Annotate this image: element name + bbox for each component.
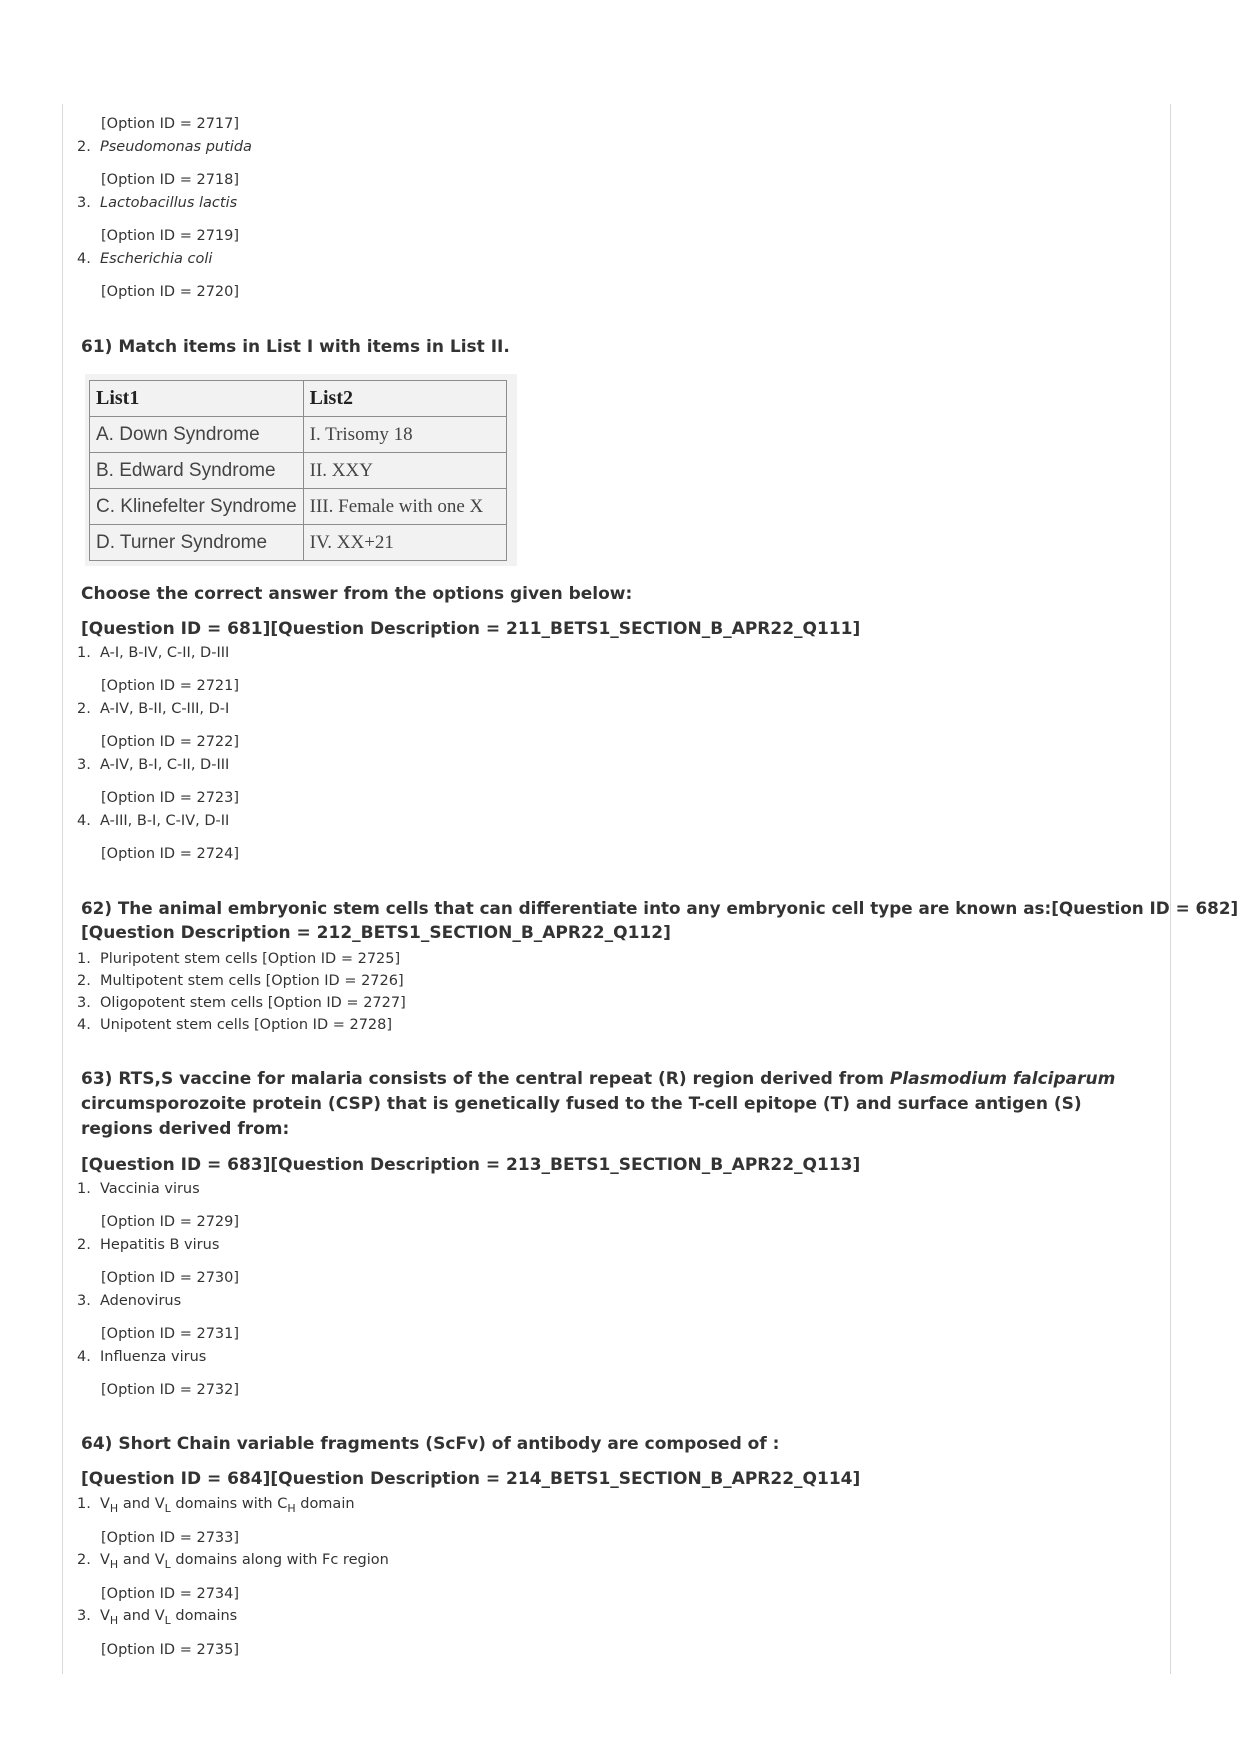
table-cell: I. Trisomy 18 <box>303 417 506 453</box>
option-id: [Option ID = 2718] <box>101 172 240 188</box>
question-meta: [Question ID = 681][Question Description = 211_BETS1_SECTION_B_APR22_Q111] <box>81 619 861 639</box>
option-line: 4. Influenza virus <box>77 1349 207 1365</box>
question-title: 63) RTS,S vaccine for malaria consists of the central repeat (R) region derived from Plasmodium falciparum circumsporozoite protein (CSP) that is genetically fused to the T-cell epitope (T) and surface antigen (S) regions derived from: <box>81 1069 1116 1139</box>
option-line: 3. Oligopotent stem cells [Option ID = 2727] <box>77 995 406 1011</box>
option-line: 2. $V_H$ and $V_L$ domains along with Fc region <box>77 1552 389 1571</box>
option-line: 1. Pluripotent stem cells [Option ID = 2725] <box>77 951 401 967</box>
option-line: 1. Vaccinia virus <box>77 1181 200 1197</box>
option-id: [Option ID = 2733] <box>101 1530 240 1546</box>
option-id: [Option ID = 2724] <box>101 846 240 862</box>
table-row <box>90 489 507 525</box>
table-cell: III. Female with one X <box>303 489 506 525</box>
left-margin-rule <box>62 104 63 1674</box>
option-line: 2. Hepatitis B virus <box>77 1237 220 1253</box>
question-meta: [Question ID = 683][Question Description = 213_BETS1_SECTION_B_APR22_Q113] <box>81 1155 861 1175</box>
question-instruction: Choose the correct answer from the options given below: <box>81 584 633 604</box>
question-meta: [Question Description = 212_BETS1_SECTION_B_APR22_Q112] <box>81 923 671 943</box>
option-line: 3. Lactobacillus lactis <box>77 195 238 211</box>
option-id: [Option ID = 2717] <box>101 116 240 132</box>
question-title: 64) Short Chain variable fragments (ScFv) of antibody are composed of : <box>81 1434 780 1454</box>
table-header-row <box>90 381 507 417</box>
table-row <box>90 525 507 561</box>
option-line: 3. $V_H$ and $V_L$ domains <box>77 1608 238 1627</box>
match-table <box>89 380 507 561</box>
option-line: 4. Unipotent stem cells [Option ID = 2728] <box>77 1017 393 1033</box>
option-line: 2. Pseudomonas putida <box>77 139 252 155</box>
table-cell: A. Down Syndrome <box>90 417 304 453</box>
option-id: [Option ID = 2731] <box>101 1326 240 1342</box>
option-id: [Option ID = 2719] <box>101 228 240 244</box>
question-title: 61) Match items in List I with items in List II. <box>81 337 510 357</box>
table-header-cell: List2 <box>303 381 506 417</box>
option-id: [Option ID = 2730] <box>101 1270 240 1286</box>
question-title: 62) The animal embryonic stem cells that can differentiate into any embryonic cell type are known as:[Question ID = 682] <box>81 898 1239 918</box>
table-row <box>90 453 507 489</box>
table-cell: B. Edward Syndrome <box>90 453 304 489</box>
option-line: 3. A-IV, B-I, C-II, D-III <box>77 757 230 773</box>
table-row <box>90 417 507 453</box>
table-cell: C. Klinefelter Syndrome <box>90 489 304 525</box>
option-line: 2. Multipotent stem cells [Option ID = 2726] <box>77 973 404 989</box>
question-meta: [Question ID = 684][Question Description = 214_BETS1_SECTION_B_APR22_Q114] <box>81 1469 861 1489</box>
table-header-cell: List1 <box>90 381 304 417</box>
option-id: [Option ID = 2734] <box>101 1586 240 1602</box>
option-id: [Option ID = 2720] <box>101 284 240 300</box>
option-line: 3. Adenovirus <box>77 1293 182 1309</box>
option-line: 1. A-I, B-IV, C-II, D-III <box>77 645 230 661</box>
option-line: 4. A-III, B-I, C-IV, D-II <box>77 813 230 829</box>
option-id: [Option ID = 2723] <box>101 790 240 806</box>
table-cell: D. Turner Syndrome <box>90 525 304 561</box>
option-id: [Option ID = 2729] <box>101 1214 240 1230</box>
option-id: [Option ID = 2735] <box>101 1642 240 1658</box>
option-id: [Option ID = 2722] <box>101 734 240 750</box>
table-cell: IV. XX+21 <box>303 525 506 561</box>
option-id: [Option ID = 2721] <box>101 678 240 694</box>
table-cell: II. XXY <box>303 453 506 489</box>
option-line: 4. Escherichia coli <box>77 251 213 267</box>
option-line: 1. $V_H$ and $V_L$ domains with $C_H$ domain <box>77 1496 355 1515</box>
option-id: [Option ID = 2732] <box>101 1382 240 1398</box>
right-margin-rule <box>1170 104 1171 1674</box>
option-line: 2. A-IV, B-II, C-III, D-I <box>77 701 230 717</box>
